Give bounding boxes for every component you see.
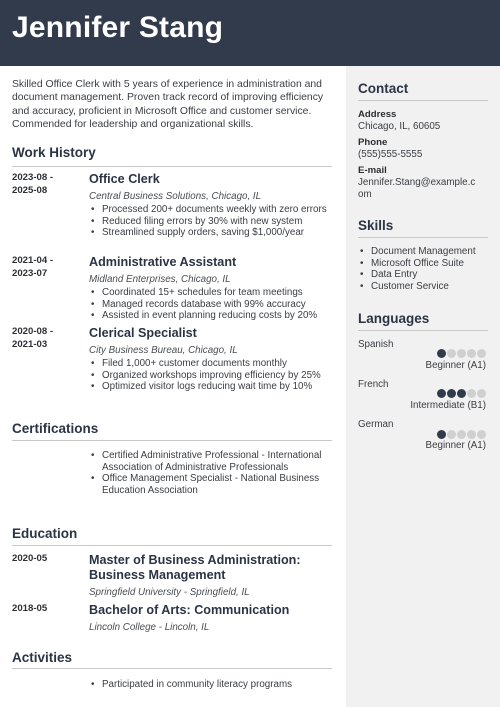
- job-company: City Business Bureau, Chicago, IL: [89, 345, 238, 356]
- rating-dot-empty: [457, 430, 466, 439]
- rating-dot-empty: [457, 349, 466, 358]
- language-rating: [437, 389, 487, 399]
- list-item: • Document Management: [358, 246, 493, 258]
- section-divider: [12, 668, 332, 669]
- address-value: Chicago, IL, 60605: [358, 121, 441, 132]
- languages-heading: Languages: [358, 311, 430, 326]
- section-divider: [12, 440, 332, 441]
- job-bullets: [89, 358, 332, 393]
- section-divider: [12, 166, 332, 167]
- rating-dot-empty: [467, 349, 476, 358]
- rating-dot-filled: [447, 389, 456, 398]
- list-item: • Participated in community literacy programs: [89, 679, 334, 691]
- list-item: • Assisted in event planning reducing costs by 20%: [89, 310, 332, 322]
- phone-label: Phone: [358, 137, 388, 148]
- degree-title: Master of Business Administration: Business Management: [89, 553, 301, 582]
- list-item: • Certified Administrative Professional - International Association of Administrative Professionals: [89, 450, 334, 473]
- education-heading: Education: [12, 526, 78, 541]
- skills-heading: Skills: [358, 218, 394, 233]
- section-divider: [12, 545, 332, 546]
- list-item: • Reduced filing errors by 30% with new system: [89, 216, 332, 228]
- rating-dot-empty: [477, 389, 486, 398]
- certifications-list: [89, 450, 334, 496]
- list-item: • Organized workshops improving efficiency by 25%: [89, 370, 332, 382]
- list-item: • Filed 1,000+ customer documents monthly: [89, 358, 332, 370]
- email-value: Jennifer.Stang@example.c om: [358, 177, 476, 200]
- list-item: • Managed records database with 99% accuracy: [89, 299, 332, 311]
- rating-dot-filled: [437, 349, 446, 358]
- address-label: Address: [358, 109, 397, 120]
- section-divider: [358, 330, 488, 331]
- job-dates: 2021-04 - 2023-07: [12, 255, 54, 279]
- activities-list: [89, 679, 334, 691]
- list-item: • Customer Service: [358, 281, 493, 293]
- rating-dot-empty: [467, 389, 476, 398]
- list-item: • Coordinated 15+ schedules for team meetings: [89, 287, 332, 299]
- list-item: • Optimized visitor logs reducing wait time by 10%: [89, 381, 332, 393]
- resume-header: [0, 0, 500, 66]
- main-column: [12, 78, 332, 132]
- section-divider: [358, 237, 488, 238]
- list-item: • Processed 200+ documents weekly with zero errors: [89, 204, 332, 216]
- professional-summary: Skilled Office Clerk with 5 years of experience in administration and document management. Proven track record of improving efficiency and accuracy, proficient in Microsoft Office and customer service. Commended for leadership and organizational skills.: [12, 79, 324, 131]
- job-title: Clerical Specialist: [89, 326, 197, 340]
- list-item: • Office Management Specialist - National Business Education Association: [89, 473, 334, 496]
- certifications-heading: Certifications: [12, 421, 99, 436]
- candidate-name: Jennifer Stang: [12, 11, 224, 44]
- rating-dot-filled: [437, 430, 446, 439]
- rating-dot-empty: [447, 349, 456, 358]
- job-title: Administrative Assistant: [89, 255, 237, 269]
- language-name: Spanish: [358, 339, 394, 350]
- email-label: E-mail: [358, 165, 387, 176]
- language-name: French: [358, 379, 389, 390]
- list-item: • Streamlined supply orders, saving $1,000/year: [89, 227, 332, 239]
- rating-dot-empty: [477, 430, 486, 439]
- rating-dot-empty: [447, 430, 456, 439]
- phone-value: (555)555-5555: [358, 149, 423, 160]
- job-company: Central Business Solutions, Chicago, IL: [89, 191, 262, 202]
- degree-title: Bachelor of Arts: Communication: [89, 603, 290, 617]
- job-dates: 2020-08 - 2021-03: [12, 326, 54, 350]
- job-dates: 2023-08 - 2025-08: [12, 172, 54, 196]
- graduation-date: 2020-05: [12, 553, 48, 564]
- language-rating: [437, 349, 487, 359]
- job-title: Office Clerk: [89, 172, 160, 186]
- job-bullets: [89, 204, 332, 239]
- rating-dot-filled: [437, 389, 446, 398]
- language-name: German: [358, 419, 394, 430]
- language-level: Beginner (A1): [425, 360, 486, 371]
- language-level: Intermediate (B1): [410, 400, 486, 411]
- language-level: Beginner (A1): [425, 440, 486, 451]
- rating-dot-empty: [467, 430, 476, 439]
- school-name: Springfield University - Springfield, IL: [89, 587, 250, 598]
- skills-list: [358, 246, 493, 292]
- rating-dot-filled: [457, 389, 466, 398]
- job-bullets: [89, 287, 332, 322]
- contact-heading: Contact: [358, 81, 409, 96]
- language-rating: [437, 430, 487, 440]
- list-item: • Microsoft Office Suite: [358, 258, 493, 270]
- job-company: Midland Enterprises, Chicago, IL: [89, 274, 231, 285]
- section-divider: [358, 100, 488, 101]
- work-history-heading: Work History: [12, 145, 96, 160]
- rating-dot-empty: [477, 349, 486, 358]
- school-name: Lincoln College - Lincoln, IL: [89, 622, 210, 633]
- graduation-date: 2018-05: [12, 603, 48, 614]
- activities-heading: Activities: [12, 650, 73, 665]
- list-item: • Data Entry: [358, 269, 493, 281]
